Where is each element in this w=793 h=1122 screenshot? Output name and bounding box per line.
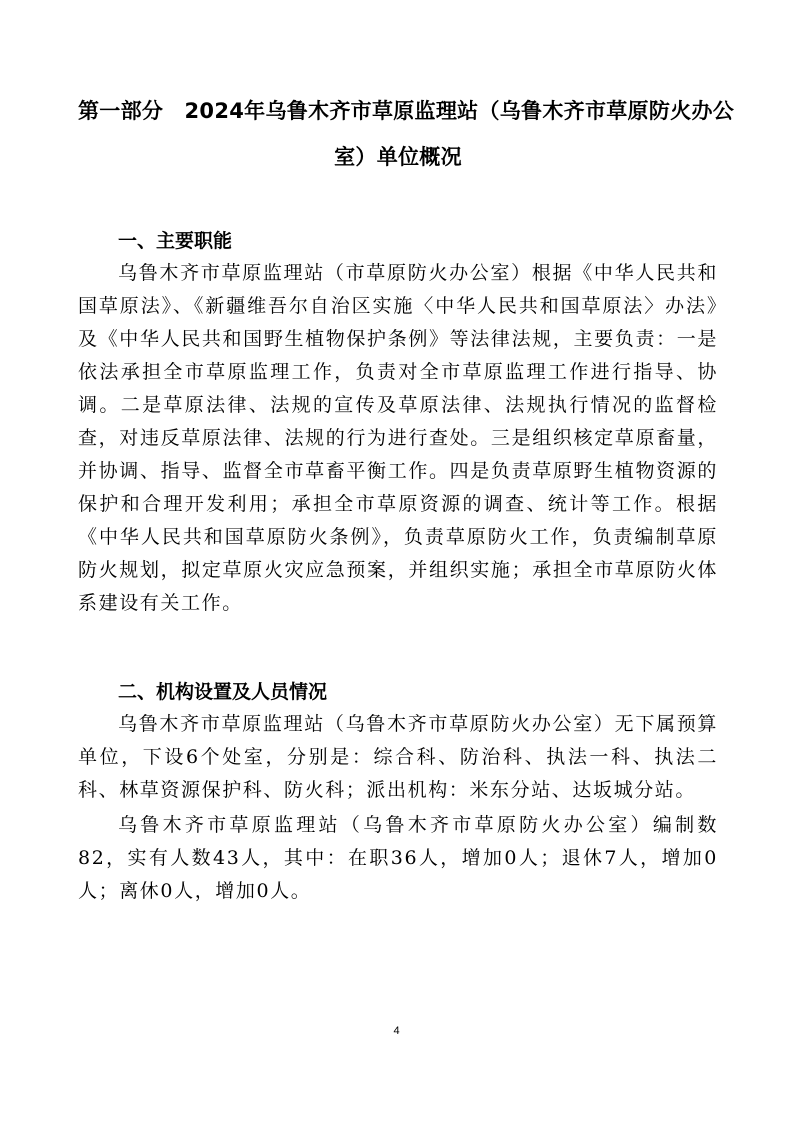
section-heading-organization: 二、机构设置及人员情况 bbox=[118, 681, 328, 703]
title-line-1: 第一部分 2024年乌鲁木齐市草原监理站（乌鲁木齐市草原防火办公 bbox=[78, 99, 735, 123]
paragraph-staffing: 乌鲁木齐市草原监理站（乌鲁木齐市草原防火办公室）编制数82，实有人数43人，其中：在职36人，增加0人；退休7人，增加0人；离休0人，增加0人。 bbox=[78, 814, 718, 902]
paragraph-main-functions: 乌鲁木齐市草原监理站（市草原防火办公室）根据《中华人民共和国草原法》、《新疆维吾尔自治区实施〈中华人民共和国草原法〉办法》及《中华人民共和国野生植物保护条例》等法律法规，主要负责：一是依法承担全市草原监理工作，负责对全市草原监理工作进行指导、协调。二是草原法律、法规的宣传及草原法律、法规执行情况的监督检查，对违反草原法律、法规的行为进行查处。三是组织核定草原畜量，并协调、指导、监督全市草畜平衡工作。四是负责草原野生植物资源的保护和合理开发利用；承担全市草原资源的调查、统计等工作。根据《中华人民共和国草原防火条例》，负责草原防火工作，负责编制草原防火规划，拟定草原火灾应急预案，并组织实施；承担全市草原防火体系建设有关工作。 bbox=[78, 262, 718, 614]
document-title bbox=[78, 88, 735, 180]
title-line-2: 室）单位概况 bbox=[334, 145, 462, 169]
paragraph-organization-structure: 乌鲁木齐市草原监理站（乌鲁木齐市草原防火办公室）无下属预算单位，下设6个处室，分别是：综合科、防治科、执法一科、执法二科、林草资源保护科、防火科；派出机构：米东分站、达坂城分站。 bbox=[78, 713, 718, 801]
page-number: 4 bbox=[393, 1025, 400, 1037]
section-heading-main-functions: 一、主要职能 bbox=[118, 230, 233, 252]
